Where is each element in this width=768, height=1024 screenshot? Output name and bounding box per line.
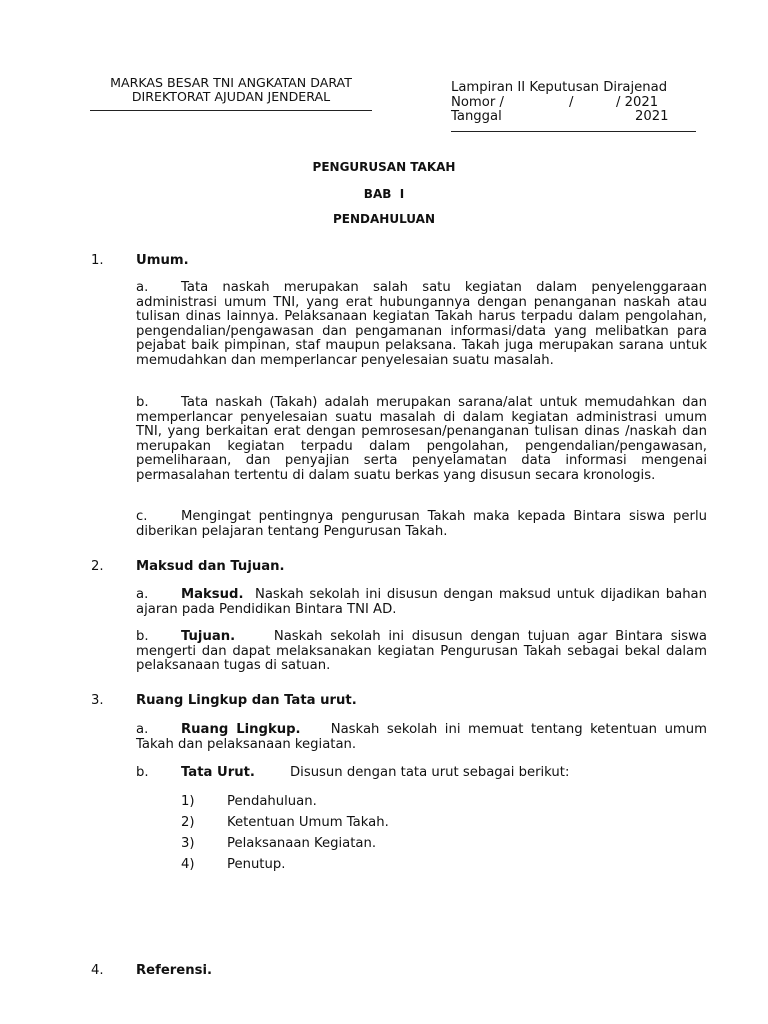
header-left-divider <box>90 110 372 111</box>
section-1c-text: Mengingat pentingnya pengurusan Takah maka kepada Bintara siswa perlu diberikan pelajaran tentang Pengurusan Takah. <box>136 509 707 539</box>
chapter-number: BAB I <box>363 187 405 201</box>
header-right-divider <box>451 131 696 132</box>
section-3b-text: Disusun dengan tata urut sebagai berikut: <box>290 765 570 780</box>
section-1-heading: Umum. <box>136 253 189 268</box>
section-1c-label: c. <box>136 509 148 524</box>
tanggal-line <box>451 110 696 125</box>
document-title: PENGURUSAN TAKAH <box>312 160 456 174</box>
list-item-text: Penutup. <box>227 857 286 872</box>
nomor-line <box>451 96 696 111</box>
section-1a-paragraph <box>136 281 707 368</box>
header-right <box>451 81 696 132</box>
list-item-number: 4) <box>181 857 195 872</box>
tanggal-year: 2021 <box>635 109 669 124</box>
attachment-line: Lampiran II Keputusan Dirajenad <box>451 80 668 95</box>
section-3a-paragraph <box>136 723 707 752</box>
nomor-label: Nomor / <box>451 94 504 110</box>
header-directorate: DIREKTORAT AJUDAN JENDERAL <box>131 89 331 104</box>
section-3-heading: Ruang Lingkup dan Tata urut. <box>136 693 357 708</box>
section-2b-paragraph <box>136 630 707 674</box>
section-1-number: 1. <box>91 253 104 268</box>
section-1c-paragraph <box>136 510 707 539</box>
list-item-number: 1) <box>181 794 195 809</box>
section-3a-text: Naskah sekolah ini memuat tentang ketentuan umum Takah dan pelaksanaan kegiatan. <box>136 722 707 752</box>
section-2b-label: b. <box>136 629 149 644</box>
section-1a-text: Tata naskah merupakan salah satu kegiatan dalam penyelenggaraan administrasi umum TNI, yang erat hubungannya dengan penanganan naskah atau tulisan dinas lainnya. Pelaksanaan kegiatan Takah harus terpadu dalam pengolahan, pengendalian/pengawasan dan pengamanan informasi/data yang melibatkan para pejabat baik pimpinan, staf maupun pelaksana. Takah juga merupakan sarana untuk memudahkan dan memperlancar penyelesaian suatu masalah. <box>136 280 707 368</box>
section-2-number: 2. <box>91 559 104 574</box>
section-3-number: 3. <box>91 693 104 708</box>
section-3a-subheading: Ruang Lingkup. <box>181 722 301 737</box>
header-left <box>90 76 372 111</box>
list-item-number: 2) <box>181 815 195 830</box>
section-3b-label: b. <box>136 765 149 780</box>
section-1b-label: b. <box>136 395 149 410</box>
section-2a-paragraph <box>136 588 707 617</box>
section-4-heading: Referensi. <box>136 963 212 978</box>
header-institution: MARKAS BESAR TNI ANGKATAN DARAT <box>110 75 352 90</box>
list-item-text: Ketentuan Umum Takah. <box>227 815 389 830</box>
section-4-number: 4. <box>91 963 104 978</box>
section-2b-text: Naskah sekolah ini disusun dengan tujuan agar Bintara siswa mengerti dan dapat melaksanakan kegiatan Pengurusan Takah sebagai bekal dalam pelaksanaan tugas di satuan. <box>136 629 708 673</box>
section-2a-subheading: Maksud. <box>181 587 244 602</box>
list-item-text: Pendahuluan. <box>227 794 317 809</box>
section-1b-paragraph <box>136 396 707 483</box>
list-item-number: 3) <box>181 836 195 851</box>
section-3a-label: a. <box>136 722 149 737</box>
section-1b-text: Tata naskah (Takah) adalah merupakan sarana/alat untuk memudahkan dan memperlancar penyelesaian suatu masalah di dalam kegiatan administrasi umum TNI, yang berkaitan erat dengan pemrosesan/penanganan tulisan dinas /naskah dan merupakan kegiatan terpadu dalam pengolahan, pengendalian/pengawasan, pemeliharaan, dan penyajian serta penyelamatan data informasi mengenai permasalahan tertentu di dalam suatu berkas yang disusun secara kronologis. <box>136 395 707 483</box>
nomor-year: / 2021 <box>616 94 659 110</box>
section-1a-label: a. <box>136 280 149 295</box>
section-2b-subheading: Tujuan. <box>181 629 236 644</box>
section-2-heading: Maksud dan Tujuan. <box>136 559 285 574</box>
chapter-title: PENDAHULUAN <box>333 212 435 226</box>
section-2a-text: Naskah sekolah ini disusun dengan maksud untuk dijadikan bahan ajaran pada Pendidikan Bintara TNI AD. <box>136 587 707 617</box>
section-3b-subheading: Tata Urut. <box>181 765 255 780</box>
nomor-slash: / <box>569 94 574 110</box>
list-item-text: Pelaksanaan Kegiatan. <box>227 836 377 851</box>
tanggal-label: Tanggal <box>451 109 502 124</box>
section-2a-label: a. <box>136 587 149 602</box>
